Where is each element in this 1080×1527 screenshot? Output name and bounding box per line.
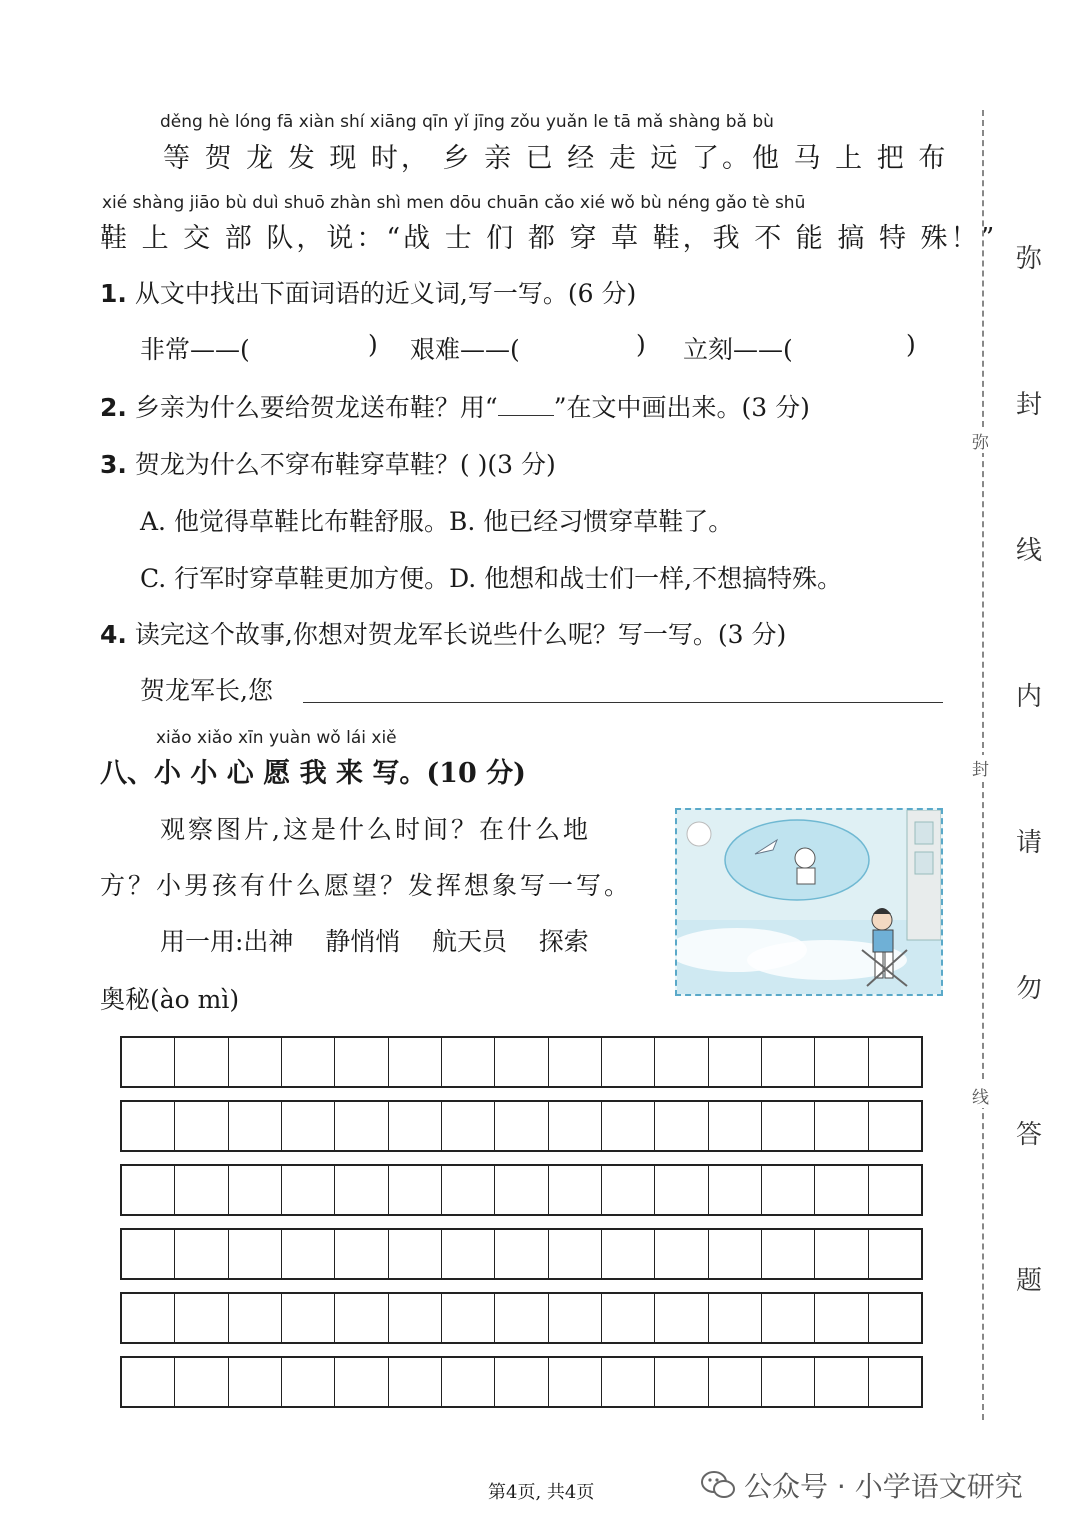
- question-3-options-row-2: C. 行军时穿草鞋更加方便。D. 他想和战士们一样,不想搞特殊。: [140, 564, 843, 593]
- watermark: [700, 1465, 1023, 1505]
- q1-pair-2: 艰难——(: [410, 335, 520, 364]
- q1-pair-1-answer[interactable]: ): [368, 330, 378, 359]
- passage-pinyin-1: děng hè lóng fā xiàn shí xiāng qīn yǐ jīng zǒu yuǎn le tā mǎ shàng bǎ bù: [160, 112, 774, 132]
- wechat-icon: [700, 1470, 736, 1500]
- section-8-prompt-2: 方？小男孩有什么愿望？发挥想象写一写。: [100, 871, 633, 900]
- question-3-number: 3.: [100, 450, 127, 479]
- passage-line-1: 等 贺 龙 发 现 时， 乡 亲 已 经 走 远 了。他 马 上 把 布: [163, 143, 949, 174]
- question-4-answer-line[interactable]: [303, 702, 943, 703]
- side-notice-char: 封: [1016, 390, 1043, 420]
- side-notice-char: 请: [1016, 828, 1043, 858]
- side-notice-char: 线: [1016, 536, 1043, 566]
- question-3-options-row-1: A. 他觉得草鞋比布鞋舒服。B. 他已经习惯穿草鞋了。: [140, 507, 734, 536]
- question-2: [100, 388, 810, 424]
- question-3-text: 贺龙为什么不穿布鞋穿草鞋？( )(3 分): [134, 450, 556, 479]
- binding-label-mi: 弥: [972, 428, 989, 453]
- section-8-words-2: 奥秘(ào mì): [100, 985, 240, 1014]
- side-notice-char: 勿: [1016, 974, 1043, 1004]
- q1-pair-1: 非常——(: [140, 335, 250, 364]
- section-8-title: 八、小 小 心 愿 我 来 写。(10 分): [100, 758, 526, 789]
- side-notice-char: 题: [1016, 1266, 1043, 1296]
- page-number: 第4页, 共4页: [488, 1482, 595, 1503]
- question-1-number: 1.: [100, 279, 127, 308]
- q1-pair-3-answer[interactable]: ): [906, 330, 916, 359]
- question-4-prompt: 贺龙军长,您: [140, 676, 273, 705]
- binding-label-xian: 线: [972, 1083, 989, 1108]
- question-2-text-a: 乡亲为什么要给贺龙送布鞋？用“: [134, 393, 498, 422]
- question-4-number: 4.: [100, 620, 127, 649]
- passage-line-2: 鞋 上 交 部 队，说：“战 士 们 都 穿 草 鞋，我 不 能 搞 特 殊！”: [100, 223, 998, 254]
- grid-row[interactable]: [120, 1228, 923, 1280]
- side-notice-char: 答: [1016, 1120, 1043, 1150]
- grid-row[interactable]: [120, 1292, 923, 1344]
- question-1-text: 从文中找出下面词语的近义词,写一写。(6 分): [134, 279, 637, 308]
- grid-row[interactable]: [120, 1036, 923, 1088]
- question-4: [100, 615, 786, 651]
- side-notice-char: 内: [1016, 682, 1043, 712]
- question-3: [100, 445, 556, 481]
- watermark-text: 公众号 · 小学语文研究: [744, 1470, 1023, 1503]
- illustration-art: [677, 810, 941, 994]
- illustration-boy-dream: [675, 808, 943, 996]
- section-8-prompt-1: 观察图片,这是什么时间？在什么地: [160, 815, 591, 844]
- question-4-text: 读完这个故事,你想对贺龙军长说些什么呢？写一写。(3 分): [134, 620, 787, 649]
- section-8-pinyin: xiǎo xiǎo xīn yuàn wǒ lái xiě: [156, 728, 397, 748]
- passage-pinyin-2: xié shàng jiāo bù duì shuō zhàn shì men dōu chuān cǎo xié wǒ bù néng gǎo tè shū: [102, 193, 806, 213]
- grid-row[interactable]: [120, 1356, 923, 1408]
- side-notice-char: 弥: [1016, 244, 1043, 274]
- q1-pair-3: 立刻——(: [683, 335, 793, 364]
- section-8-words: 用一用:出神 静悄悄 航天员 探索: [160, 927, 589, 956]
- question-2-number: 2.: [100, 393, 127, 422]
- underline-sample: [498, 397, 554, 416]
- grid-row[interactable]: [120, 1100, 923, 1152]
- grid-row[interactable]: [120, 1164, 923, 1216]
- q1-pair-2-answer[interactable]: ): [636, 330, 646, 359]
- binding-label-feng: 封: [972, 755, 989, 780]
- question-1: [100, 274, 636, 310]
- question-2-text-b: ”在文中画出来。(3 分): [553, 393, 810, 422]
